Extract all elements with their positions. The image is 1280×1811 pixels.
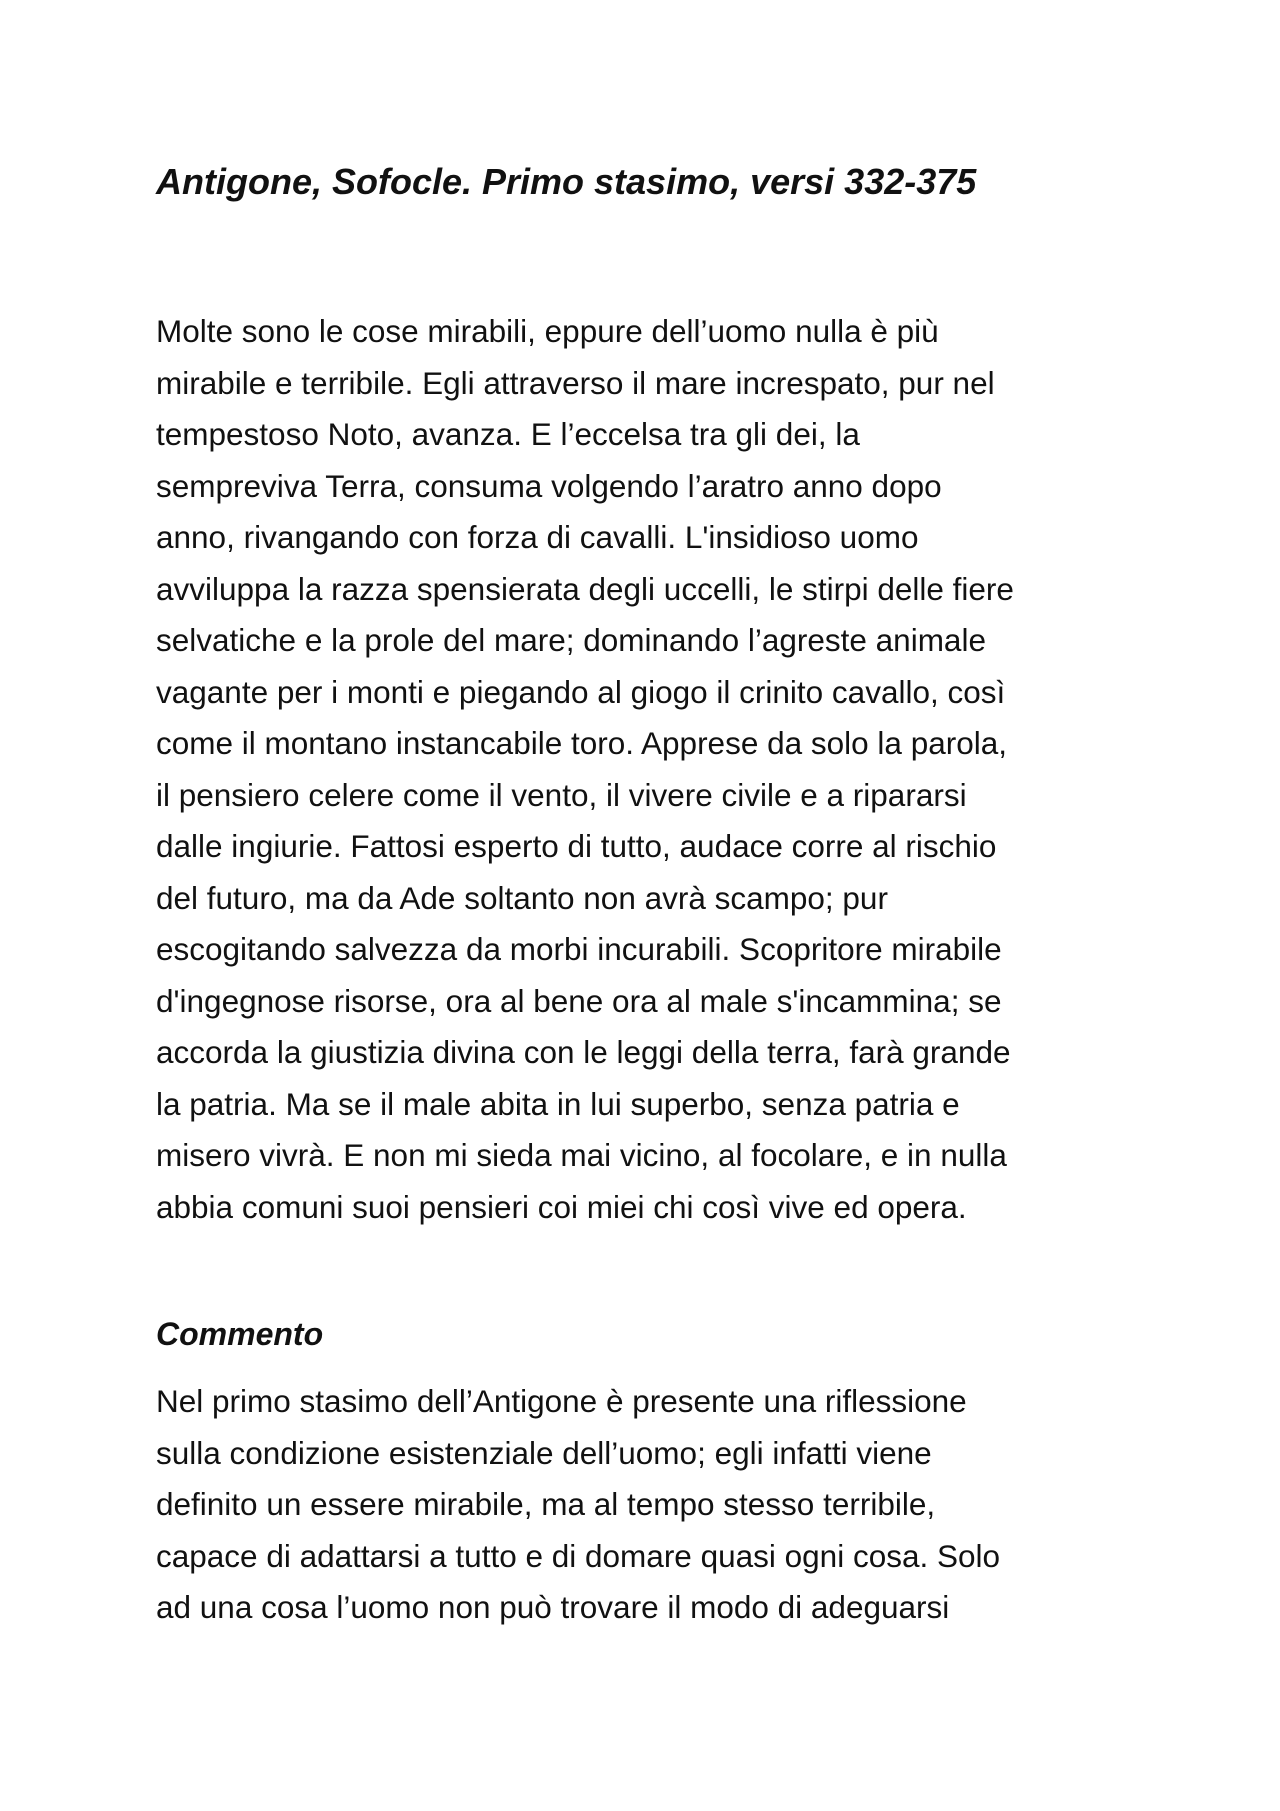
commentary-line: Nel primo stasimo dell’Antigone è presente una riflessione: [156, 1383, 967, 1419]
commentary-text: [156, 1376, 1136, 1634]
poem-line: avviluppa la razza spensierata degli uccelli, le stirpi delle fiere: [156, 570, 1014, 607]
poem-line: d'ingegnose risorse, ora al bene ora al male s'incammina; se: [156, 982, 1002, 1019]
poem-text: [156, 306, 1136, 1233]
poem-line: selvatiche e la prole del mare; dominando l’agreste animale: [156, 622, 986, 658]
commentary-line: ad una cosa l’uomo non può trovare il modo di adeguarsi: [156, 1589, 950, 1625]
commentary-heading: Commento: [156, 1316, 324, 1352]
poem-line: come il montano instancabile toro. Apprese da solo la parola,: [156, 725, 1008, 761]
poem-line: vagante per i monti e piegando al giogo il crinito cavallo, così: [156, 673, 1006, 710]
document-title: Antigone, Sofocle. Primo stasimo, versi 332-375: [156, 161, 977, 202]
poem-line: misero vivrà. E non mi sieda mai vicino, al focolare, e in nulla: [156, 1137, 1007, 1173]
poem-line: accorda la giustizia divina con le leggi della terra, farà grande: [156, 1034, 1011, 1070]
poem-line: del futuro, ma da Ade soltanto non avrà scampo; pur: [156, 879, 888, 916]
poem-line: il pensiero celere come il vento, il vivere civile e a ripararsi: [156, 776, 967, 813]
poem-line: mirabile e terribile. Egli attraverso il mare increspato, pur nel: [156, 364, 995, 401]
poem-line: sempreviva Terra, consuma volgendo l’aratro anno dopo: [156, 467, 942, 504]
commentary-line: capace di adattarsi a tutto e di domare quasi ogni cosa. Solo: [156, 1537, 1001, 1574]
commentary-line: definito un essere mirabile, ma al tempo stesso terribile,: [156, 1486, 936, 1522]
poem-line: dalle ingiurie. Fattosi esperto di tutto, audace corre al rischio: [156, 828, 997, 864]
poem-line: escogitando salvezza da morbi incurabili. Scopritore mirabile: [156, 931, 1002, 967]
poem-line: anno, rivangando con forza di cavalli. L'insidioso uomo: [156, 519, 919, 555]
poem-line: tempestoso Noto, avanza. E l’eccelsa tra gli dei, la: [156, 416, 860, 452]
poem-line: la patria. Ma se il male abita in lui superbo, senza patria e: [156, 1085, 960, 1122]
poem-line: Molte sono le cose mirabili, eppure dell’uomo nulla è più: [156, 313, 939, 349]
poem-line: abbia comuni suoi pensieri coi miei chi così vive ed opera.: [156, 1188, 967, 1225]
commentary-line: sulla condizione esistenziale dell’uomo; egli infatti viene: [156, 1434, 932, 1471]
